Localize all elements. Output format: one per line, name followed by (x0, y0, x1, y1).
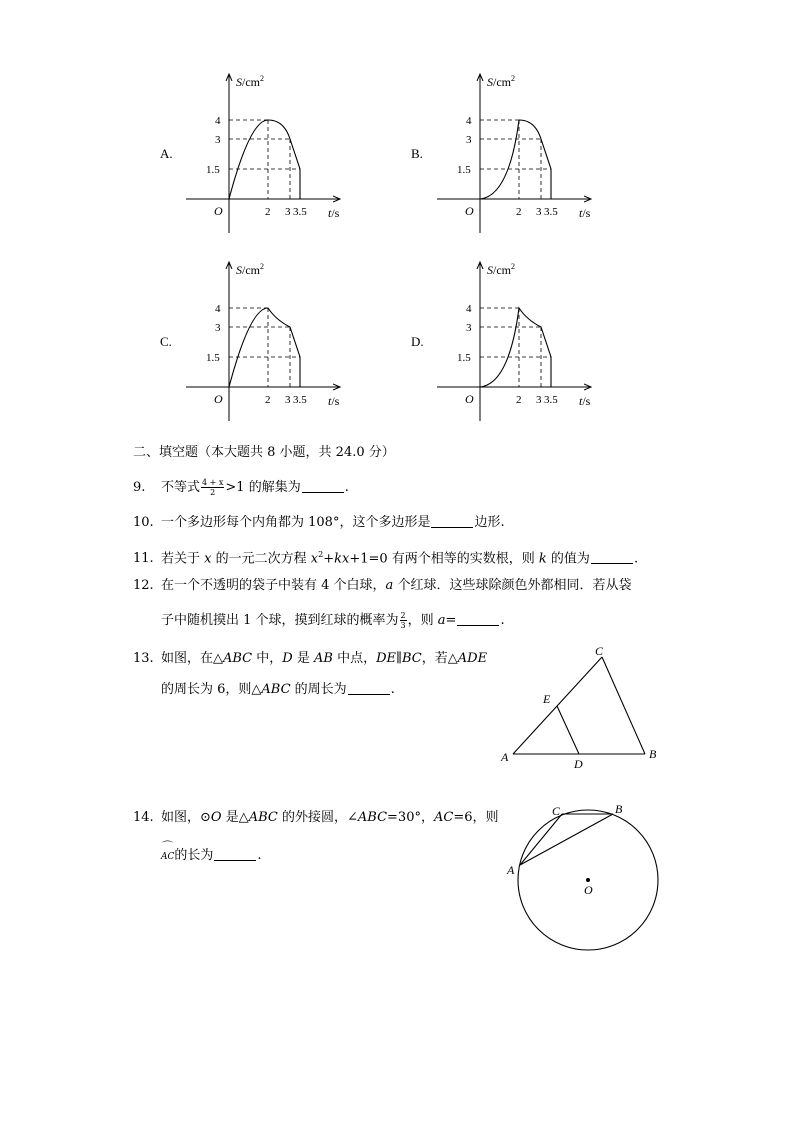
y-axis-label: $S/cm^2$ (487, 74, 515, 89)
graph-c (180, 258, 380, 428)
graph-a (180, 70, 380, 240)
y-tick-1.5: 1.5 (457, 164, 471, 176)
answer-blank[interactable] (214, 848, 256, 861)
question-13-line-2: 的周长为 6，则△ABC 的周长为 . (161, 682, 395, 697)
x-axis-label: t/s (579, 394, 591, 408)
question-12-line-1: 12. 在一个不透明的袋子中装有 4 个白球，a 个红球．这些球除颜色外都相同．若从袋 (133, 576, 631, 596)
y-tick-4: 4 (215, 115, 221, 127)
center-point (586, 878, 590, 882)
y-tick-3: 3 (466, 134, 472, 146)
point-c-label: C (595, 644, 604, 658)
origin-label: O (214, 392, 223, 406)
y-axis-label: $S/cm^2$ (236, 74, 264, 89)
question-12-line-2: 子中随机摸出 1 个球，摸到红球的概率为 $\frac{2}{3}$ ，则 a= . (161, 611, 505, 630)
x-axis-label: t/s (328, 394, 340, 408)
y-tick-4: 4 (466, 303, 472, 315)
y-tick-3: 3 (215, 134, 221, 146)
fraction: $\frac{4 + x}{2}$ (202, 478, 224, 497)
y-tick-1.5: 1.5 (206, 164, 220, 176)
question-13-line-1: 13. 如图，在△ABC 中，D 是 AB 中点，DE∥BC，若△ADE (133, 649, 487, 669)
answer-blank[interactable] (431, 515, 473, 528)
x-tick-3.5: 3.5 (293, 394, 307, 406)
question-number: 9. (133, 480, 146, 495)
option-a-label: A. (160, 146, 173, 161)
x-axis-label: t/s (579, 206, 591, 220)
figure-13-triangle (495, 640, 670, 775)
curve-b (480, 120, 551, 199)
graph-b (431, 70, 631, 240)
point-o-label: O (584, 883, 593, 897)
curve-c (229, 308, 300, 387)
point-c-label: C (552, 804, 561, 818)
figure-14-circle (500, 798, 670, 958)
question-9: 9. 不等式 $\frac{4 + x}{2}$ >1 的解集为 . (133, 478, 349, 497)
point-e-label: E (543, 692, 551, 706)
question-number: 10. (133, 515, 154, 530)
point-b-label: B (615, 802, 623, 816)
question-11: 11. 若关于 x 的一元二次方程 $x^2+kx+1=0$ 有两个相等的实数根，则 k 的值为 . (133, 545, 638, 569)
y-tick-4: 4 (215, 303, 221, 315)
arc-symbol: ⌒ AC (161, 847, 174, 867)
answer-blank[interactable] (457, 613, 499, 626)
x-tick-3.5: 3.5 (544, 394, 558, 406)
curve-d (480, 308, 551, 387)
fraction: $\frac{2}{3}$ (400, 611, 406, 630)
y-tick-1.5: 1.5 (206, 352, 220, 364)
x-tick-2: 2 (516, 206, 522, 218)
y-tick-4: 4 (466, 115, 472, 127)
origin-label: O (214, 204, 223, 218)
y-axis-label: $S/cm^2$ (236, 262, 264, 277)
y-axis-label: $S/cm^2$ (487, 262, 515, 277)
option-c-label: C. (160, 334, 172, 349)
x-axis-label: t/s (328, 206, 340, 220)
y-tick-1.5: 1.5 (457, 352, 471, 364)
point-a-label: A (501, 750, 509, 764)
section-heading: 二、填空题（本大题共 8 小题，共 24.0 分） (133, 445, 395, 460)
x-tick-3: 3 (285, 394, 291, 406)
question-14-line-1: 14. 如图，⊙O 是△ABC 的外接圆，∠ABC=30°，AC=6，则 (133, 808, 498, 828)
question-10: 10. 一个多边形每个内角都为 108°，这个多边形是 边形. (133, 513, 505, 533)
origin-label: O (465, 392, 474, 406)
x-tick-2: 2 (265, 206, 271, 218)
curve-a (229, 120, 300, 199)
point-a-label: A (507, 863, 515, 877)
question-14-line-2: ⌒ AC的长为 . (161, 846, 262, 867)
option-b-label: B. (411, 146, 423, 161)
y-tick-3: 3 (215, 322, 221, 334)
x-tick-3: 3 (285, 206, 291, 218)
graph-d (431, 258, 631, 428)
origin-label: O (465, 204, 474, 218)
point-d-label: D (574, 757, 583, 771)
x-tick-2: 2 (516, 394, 522, 406)
x-tick-3: 3 (536, 394, 542, 406)
answer-blank[interactable] (302, 480, 344, 493)
y-tick-3: 3 (466, 322, 472, 334)
x-tick-2: 2 (265, 394, 271, 406)
x-tick-3: 3 (536, 206, 542, 218)
x-tick-3.5: 3.5 (293, 206, 307, 218)
question-number: 13. (133, 651, 154, 666)
question-number: 11. (133, 551, 154, 567)
question-number: 14. (133, 810, 154, 825)
question-number: 12. (133, 578, 154, 593)
answer-blank[interactable] (591, 551, 633, 564)
point-b-label: B (649, 747, 657, 761)
x-tick-3.5: 3.5 (544, 206, 558, 218)
option-d-label: D. (411, 334, 424, 349)
answer-blank[interactable] (348, 682, 390, 695)
